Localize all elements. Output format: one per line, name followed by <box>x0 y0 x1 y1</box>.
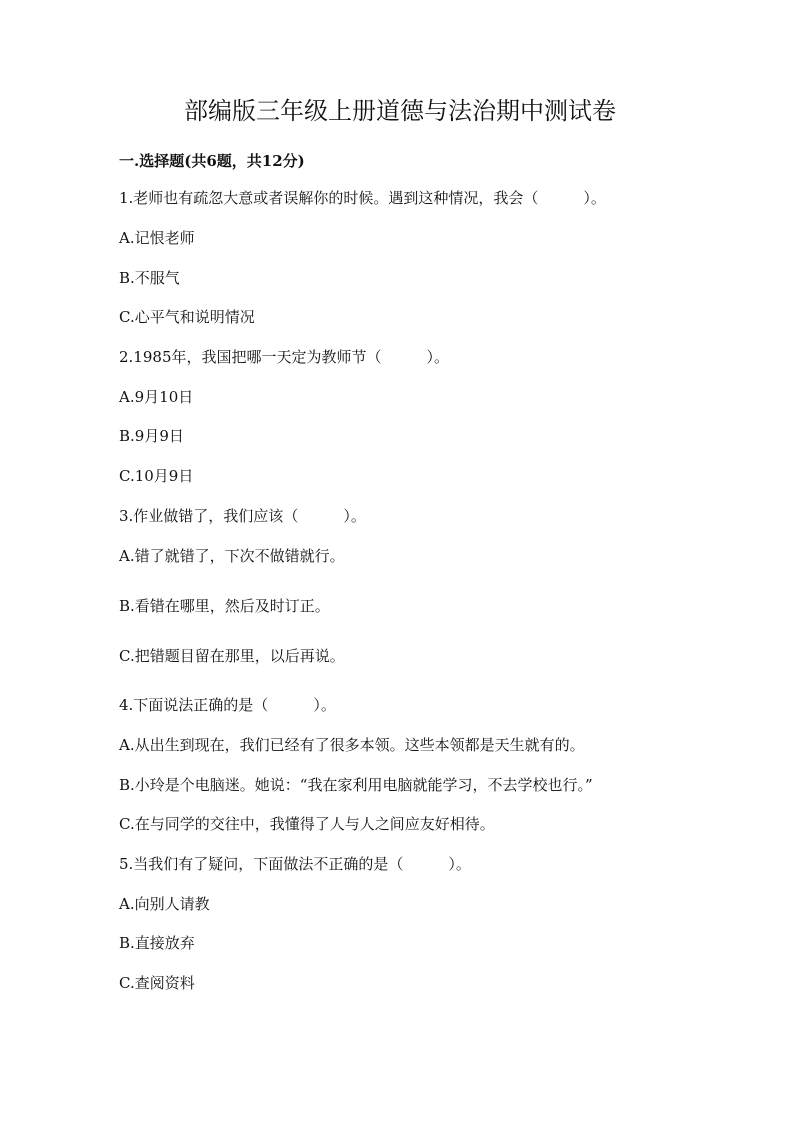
question-4-option-a: A.从出生到现在，我们已经有了很多本领。这些本领都是天生就有的。 <box>119 736 585 754</box>
question-5-option-c: C.查阅资料 <box>119 974 195 992</box>
question-4-stem: 4.下面说法正确的是（ ）。 <box>119 696 336 714</box>
page-title: 部编版三年级上册道德与法治期中测试卷 <box>184 97 616 125</box>
question-5-option-a: A.向别人请教 <box>119 895 210 913</box>
question-1-stem: 1.老师也有疏忽大意或者误解你的时候。遇到这种情况，我会（ ）。 <box>119 189 606 207</box>
question-2-stem: 2.1985年，我国把哪一天定为教师节（ ）。 <box>119 348 449 366</box>
question-1-option-b: B.不服气 <box>119 269 180 287</box>
section-heading: 一.选择题(共6题，共12分) <box>119 152 305 170</box>
question-2-option-a: A.9月10日 <box>119 388 194 406</box>
question-1-option-c: C.心平气和说明情况 <box>119 308 255 326</box>
question-3-option-b: B.看错在哪里，然后及时订正。 <box>119 597 330 615</box>
question-5-stem: 5.当我们有了疑问，下面做法不正确的是（ ）。 <box>119 855 471 873</box>
question-3-stem: 3.作业做错了，我们应该（ ）。 <box>119 507 366 525</box>
question-3-option-c: C.把错题目留在那里，以后再说。 <box>119 647 345 665</box>
question-2-option-b: B.9月9日 <box>119 427 184 445</box>
question-3-option-a: A.错了就错了，下次不做错就行。 <box>119 547 345 565</box>
question-4-option-b: B.小玲是个电脑迷。她说：“我在家利用电脑就能学习，不去学校也行。” <box>119 776 593 794</box>
question-2-option-c: C.10月9日 <box>119 467 194 485</box>
question-5-option-b: B.直接放弃 <box>119 934 195 952</box>
question-1-option-a: A.记恨老师 <box>119 229 195 247</box>
question-4-option-c: C.在与同学的交往中，我懂得了人与人之间应友好相待。 <box>119 815 495 833</box>
